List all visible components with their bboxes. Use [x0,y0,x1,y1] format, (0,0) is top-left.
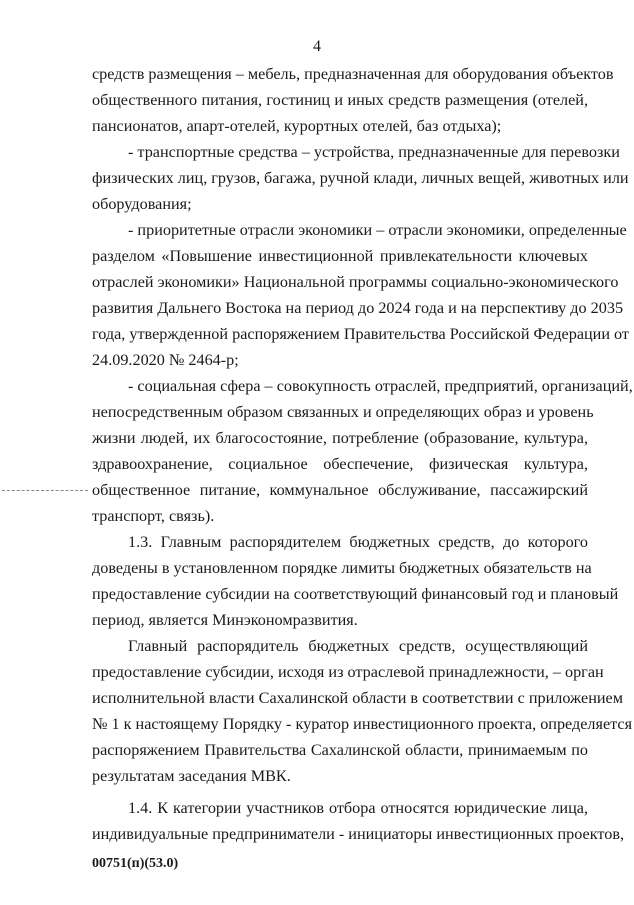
page-number: 4 [313,38,321,55]
text-line: развития Дальнего Востока на период до 2024 года и на перспективу до 2035 [92,299,624,317]
text-line: общественное питание, коммунальное обслуживание, пассажирский [92,481,588,499]
text-line: физических лиц, грузов, багажа, ручной клади, личных вещей, животных или [92,169,629,187]
text-line: 24.09.2020 № 2464-р; [92,351,239,369]
text-line: индивидуальные предприниматели - инициаторы инвестиционных проектов, [92,825,625,843]
text-line: средств размещения – мебель, предназначенная для оборудования объектов [92,65,614,83]
text-line: распоряжением Правительства Сахалинской области, принимаемым по [92,741,588,759]
text-line: предоставление субсидии, исходя из отраслевой принадлежности, – орган [92,663,604,681]
text-line: непосредственным образом связанных и определяющих образ и уровень [92,403,594,421]
text-line: разделом «Повышение инвестиционной привлекательности ключевых [92,247,588,265]
text-line: отраслей экономики» Национальной программы социально-экономического [92,273,619,291]
text-line: года, утвержденной распоряжением Правительства Российской Федерации от [92,325,630,343]
text-line: - транспортные средства – устройства, предназначенные для перевозки [128,143,620,161]
text-line: доведены в установленном порядке лимиты бюджетных обязательств на [92,559,592,577]
text-line: - социальная сфера – совокупность отраслей, предприятий, организаций, [128,377,633,395]
text-line: здравоохранение, социальное обеспечение, физическая культура, [92,455,588,473]
text-line: транспорт, связь). [92,507,215,525]
text-line: - приоритетные отрасли экономики – отрасли экономики, определенные [128,221,627,239]
text-line: предоставление субсидии на соответствующий финансовый год и плановый [92,585,619,603]
text-line: период, является Минэкономразвития. [92,611,358,629]
text-line: Главный распорядитель бюджетных средств, осуществляющий [128,637,588,655]
text-line: общественного питания, гостиниц и иных средств размещения (отелей, [92,91,588,109]
text-line: исполнительной власти Сахалинской области в соответствии с приложением [92,689,623,707]
document-code: 00751(п)(53.0) [92,856,179,871]
text-line: 1.3. Главным распорядителем бюджетных средств, до которого [128,533,588,551]
margin-dash-mark [2,490,88,491]
text-line: № 1 к настоящему Порядку - куратор инвестиционного проекта, определяется [92,715,633,733]
text-line: жизни людей, их благосостояние, потребление (образование, культура, [92,429,588,447]
text-line: результатам заседания МВК. [92,767,291,785]
text-line: 1.4. К категории участников отбора относятся юридические лица, [128,799,588,817]
text-line: пансионатов, апарт-отелей, курортных отелей, баз отдыха); [92,117,502,135]
text-line: оборудования; [92,195,192,213]
